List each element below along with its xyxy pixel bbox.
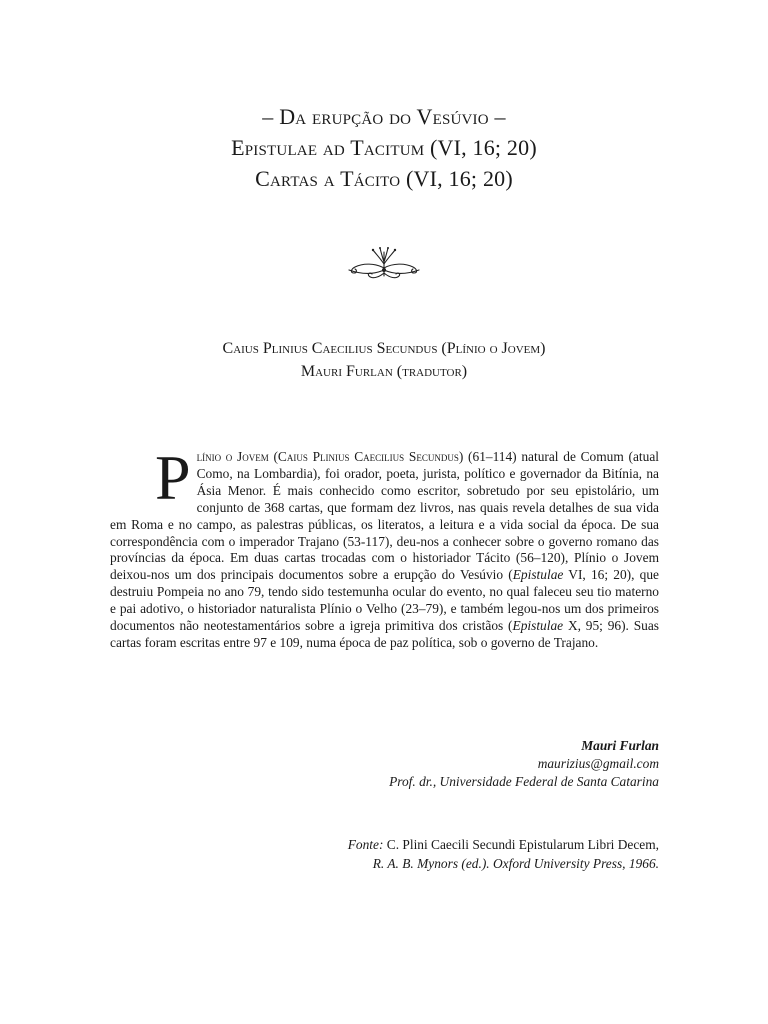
intro-paragraph bbox=[110, 442, 659, 652]
title-line-1: – Da erupção do Vesúvio – bbox=[262, 104, 506, 129]
title-line-2: Epistulae ad Tacitum (VI, 16; 20) bbox=[231, 135, 537, 160]
source-line-2: R. A. B. Mynors (ed.). Oxford University Press, 1966. bbox=[372, 856, 659, 871]
intro-text-1: (61–114) natural de Comum (atual Como, na Lombardia), foi orador, poeta, jurista, político e governador da Bitínia, na Ásia Menor. É mais conhecido como escritor, sobretudo por seu epistolário, um conjunto de 368 cartas, que formam dez livros, nas quais revela detalhes de sua vida em Roma e no campo, as palestras públicas, os literatos, a leitura e a vida social da época. De sua correspondência com o imperador Trajano (53-117), deu-nos a conhecer sobre o governo romano das províncias da época. Em duas cartas trocadas com o historiador Tácito (56–120), Plínio o Jovem deixou-nos um dos principais documentos sobre a erupção do Vesúvio ( bbox=[110, 449, 659, 583]
signature-name: Mauri Furlan bbox=[581, 738, 659, 753]
intro-italic-1: Epistulae bbox=[512, 567, 564, 583]
author-block bbox=[0, 337, 768, 383]
source-line-1 bbox=[179, 835, 659, 854]
signature-email: maurizius@gmail.com bbox=[537, 756, 659, 771]
title-line-3: Cartas a Tácito (VI, 16; 20) bbox=[255, 166, 513, 191]
title-block bbox=[0, 101, 768, 194]
intro-italic-2: Epistulae bbox=[512, 618, 564, 634]
intro-lead-smallcaps: línio o Jovem (Caius Plinius Caecilius Secundus) bbox=[196, 449, 464, 464]
source-label: Fonte: bbox=[347, 837, 384, 852]
signature-affiliation: Prof. dr., Universidade Federal de Santa Catarina bbox=[389, 774, 659, 789]
translator-line: Mauri Furlan (tradutor) bbox=[300, 363, 468, 380]
source-block bbox=[179, 835, 659, 873]
drop-cap: P bbox=[155, 442, 191, 513]
signature-block bbox=[239, 737, 659, 791]
author-line: Caius Plinius Caecilius Secundus (Plínio o Jovem) bbox=[222, 340, 546, 357]
source-title: C. Plini Caecili Secundi Epistularum Libri Decem, bbox=[383, 837, 659, 852]
floral-fleuron-icon bbox=[345, 246, 423, 284]
intro-text-3: X, 95; 96). Suas cartas foram escritas entre 97 e 109, numa época de paz política, sob o governo de Trajano. bbox=[110, 618, 659, 650]
intro-text-2: VI, 16; 20), que destruiu Pompeia no ano 79, tendo sido testemunha ocular do evento, no qual faleceu seu tio materno e pai adotivo, o historiador naturalista Plínio o Velho (23–79), e também legou-nos um dos primeiros documentos não neotestamentários sobre a igreja primitiva dos cristãos ( bbox=[110, 567, 659, 634]
